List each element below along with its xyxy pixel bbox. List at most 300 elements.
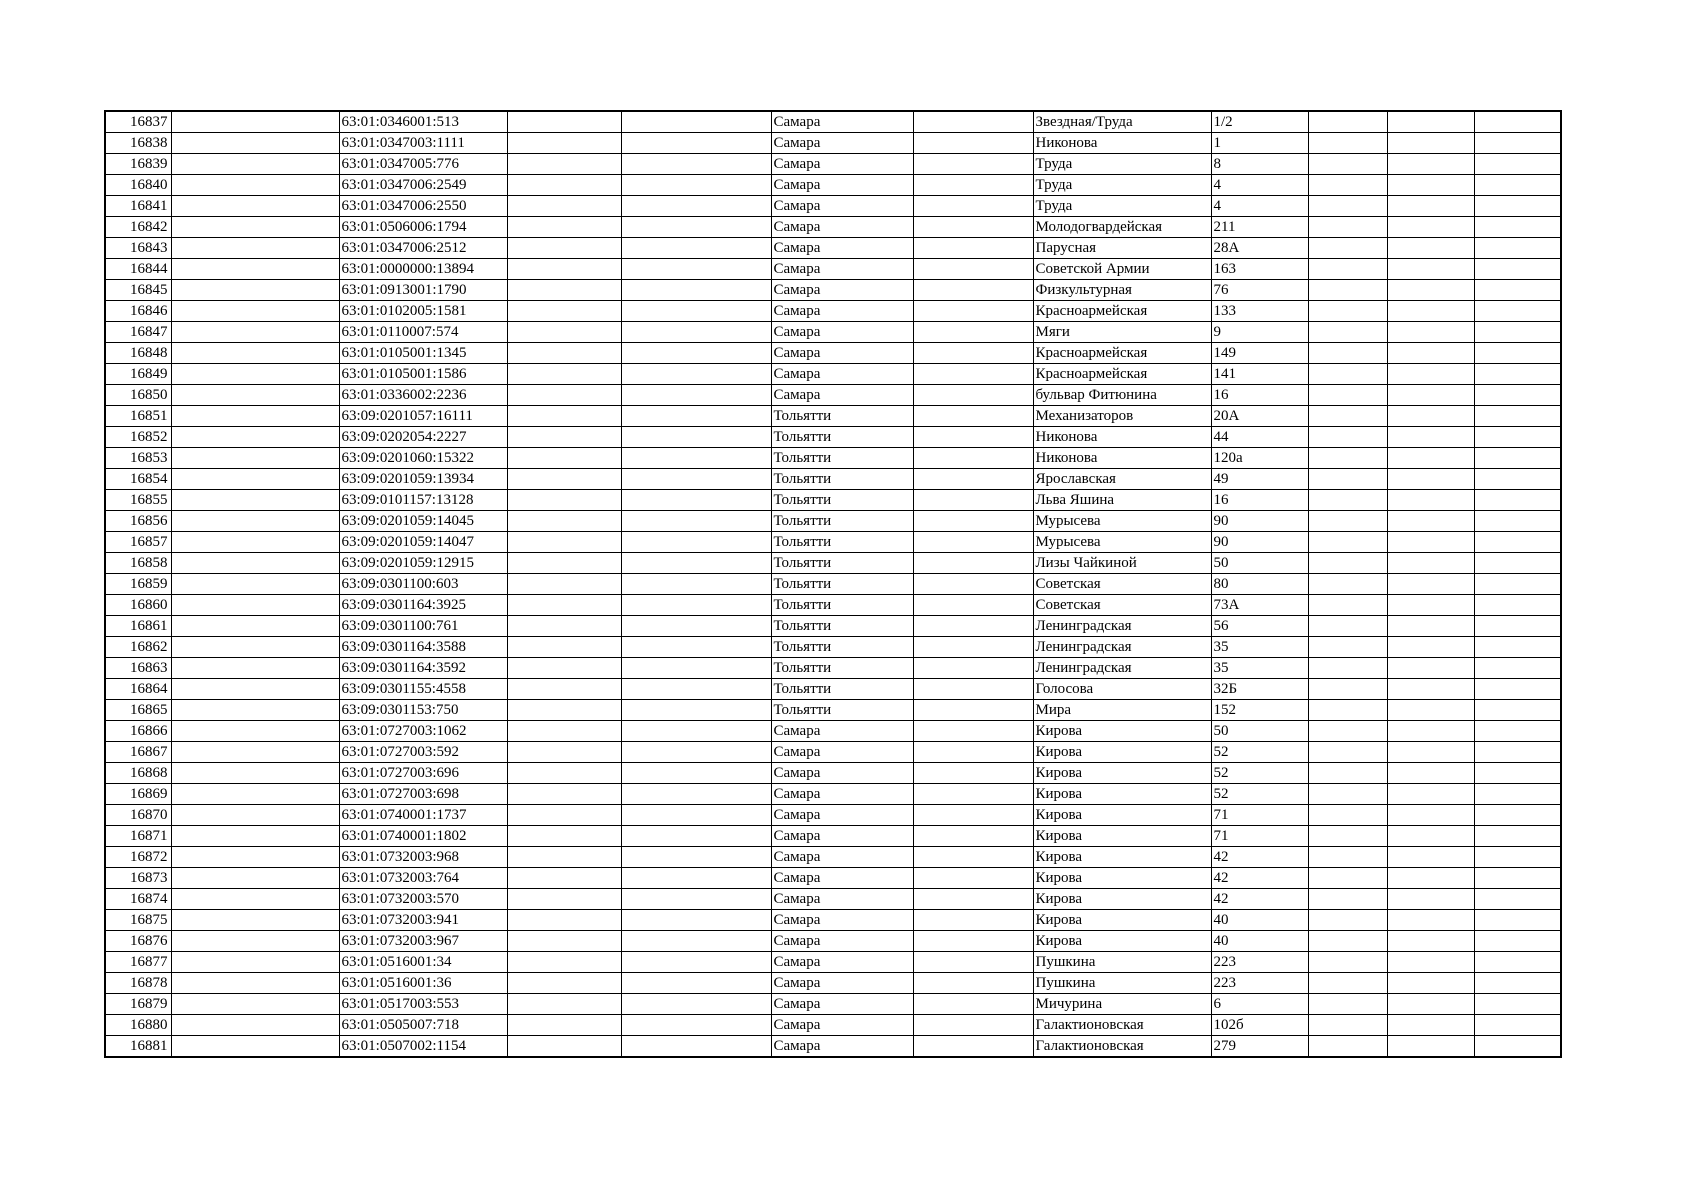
street-cell: Мурысева bbox=[1033, 511, 1211, 532]
empty-cell bbox=[507, 469, 621, 490]
empty-cell bbox=[1308, 763, 1387, 784]
empty-cell bbox=[1387, 154, 1474, 175]
city-cell: Тольятти bbox=[771, 553, 913, 574]
street-cell: Кирова bbox=[1033, 889, 1211, 910]
city-cell: Тольятти bbox=[771, 427, 913, 448]
empty-cell bbox=[1308, 805, 1387, 826]
empty-cell bbox=[1308, 637, 1387, 658]
empty-cell bbox=[1474, 343, 1561, 364]
house-cell: 279 bbox=[1211, 1036, 1308, 1058]
empty-cell bbox=[1387, 259, 1474, 280]
empty-cell bbox=[913, 616, 1033, 637]
table-row bbox=[105, 679, 1561, 700]
row-number-cell: 16852 bbox=[105, 427, 171, 448]
empty-cell bbox=[913, 301, 1033, 322]
empty-cell bbox=[1308, 679, 1387, 700]
empty-cell bbox=[621, 406, 771, 427]
house-cell: 1/2 bbox=[1211, 111, 1308, 133]
empty-cell bbox=[1308, 784, 1387, 805]
empty-cell bbox=[1474, 952, 1561, 973]
table-row bbox=[105, 616, 1561, 637]
cadastral-number-cell: 63:01:0517003:553 bbox=[339, 994, 507, 1015]
row-number-cell: 16880 bbox=[105, 1015, 171, 1036]
cadastral-number-cell: 63:09:0201059:13934 bbox=[339, 469, 507, 490]
empty-cell bbox=[171, 700, 339, 721]
row-number-cell: 16851 bbox=[105, 406, 171, 427]
empty-cell bbox=[1308, 406, 1387, 427]
empty-cell bbox=[507, 700, 621, 721]
city-cell: Самара bbox=[771, 742, 913, 763]
cadastral-number-cell: 63:01:0732003:941 bbox=[339, 910, 507, 931]
empty-cell bbox=[913, 385, 1033, 406]
empty-cell bbox=[1474, 574, 1561, 595]
table-row bbox=[105, 175, 1561, 196]
street-cell: Ярославская bbox=[1033, 469, 1211, 490]
empty-cell bbox=[171, 679, 339, 700]
empty-cell bbox=[1308, 238, 1387, 259]
empty-cell bbox=[507, 910, 621, 931]
empty-cell bbox=[1474, 826, 1561, 847]
city-cell: Тольятти bbox=[771, 679, 913, 700]
empty-cell bbox=[507, 301, 621, 322]
empty-cell bbox=[1387, 931, 1474, 952]
city-cell: Самара bbox=[771, 826, 913, 847]
house-cell: 40 bbox=[1211, 931, 1308, 952]
house-cell: 32Б bbox=[1211, 679, 1308, 700]
empty-cell bbox=[913, 931, 1033, 952]
row-number-cell: 16863 bbox=[105, 658, 171, 679]
empty-cell bbox=[1308, 427, 1387, 448]
empty-cell bbox=[507, 322, 621, 343]
empty-cell bbox=[507, 385, 621, 406]
empty-cell bbox=[1474, 658, 1561, 679]
empty-cell bbox=[1474, 994, 1561, 1015]
empty-cell bbox=[171, 111, 339, 133]
empty-cell bbox=[507, 196, 621, 217]
row-number-cell: 16866 bbox=[105, 721, 171, 742]
row-number-cell: 16854 bbox=[105, 469, 171, 490]
street-cell: Молодогвардейская bbox=[1033, 217, 1211, 238]
empty-cell bbox=[1308, 259, 1387, 280]
empty-cell bbox=[507, 280, 621, 301]
empty-cell bbox=[171, 133, 339, 154]
table-row bbox=[105, 868, 1561, 889]
city-cell: Тольятти bbox=[771, 700, 913, 721]
empty-cell bbox=[913, 952, 1033, 973]
empty-cell bbox=[1308, 889, 1387, 910]
cadastral-number-cell: 63:01:0105001:1586 bbox=[339, 364, 507, 385]
empty-cell bbox=[1387, 994, 1474, 1015]
empty-cell bbox=[1308, 111, 1387, 133]
empty-cell bbox=[913, 322, 1033, 343]
empty-cell bbox=[1308, 574, 1387, 595]
street-cell: Советская bbox=[1033, 574, 1211, 595]
street-cell: Мяги bbox=[1033, 322, 1211, 343]
empty-cell bbox=[913, 238, 1033, 259]
city-cell: Самара bbox=[771, 952, 913, 973]
street-cell: Звездная/Труда bbox=[1033, 111, 1211, 133]
empty-cell bbox=[507, 427, 621, 448]
house-cell: 9 bbox=[1211, 322, 1308, 343]
table-row bbox=[105, 196, 1561, 217]
empty-cell bbox=[913, 847, 1033, 868]
house-cell: 102б bbox=[1211, 1015, 1308, 1036]
street-cell: Красноармейская bbox=[1033, 364, 1211, 385]
table-row bbox=[105, 1036, 1561, 1058]
cadastral-number-cell: 63:01:0507002:1154 bbox=[339, 1036, 507, 1058]
empty-cell bbox=[171, 259, 339, 280]
empty-cell bbox=[913, 553, 1033, 574]
city-cell: Тольятти bbox=[771, 616, 913, 637]
empty-cell bbox=[171, 658, 339, 679]
city-cell: Самара bbox=[771, 994, 913, 1015]
empty-cell bbox=[1308, 847, 1387, 868]
empty-cell bbox=[913, 1036, 1033, 1058]
empty-cell bbox=[171, 616, 339, 637]
empty-cell bbox=[507, 658, 621, 679]
empty-cell bbox=[1474, 553, 1561, 574]
street-cell: Кирова bbox=[1033, 847, 1211, 868]
empty-cell bbox=[1308, 994, 1387, 1015]
empty-cell bbox=[1387, 763, 1474, 784]
empty-cell bbox=[913, 490, 1033, 511]
empty-cell bbox=[913, 721, 1033, 742]
table-row bbox=[105, 406, 1561, 427]
empty-cell bbox=[507, 259, 621, 280]
empty-cell bbox=[1308, 910, 1387, 931]
empty-cell bbox=[621, 343, 771, 364]
street-cell: Мичурина bbox=[1033, 994, 1211, 1015]
city-cell: Тольятти bbox=[771, 511, 913, 532]
house-cell: 52 bbox=[1211, 784, 1308, 805]
row-number-cell: 16878 bbox=[105, 973, 171, 994]
table-row bbox=[105, 805, 1561, 826]
empty-cell bbox=[1474, 616, 1561, 637]
empty-cell bbox=[1474, 469, 1561, 490]
cadastral-number-cell: 63:01:0732003:764 bbox=[339, 868, 507, 889]
empty-cell bbox=[1474, 679, 1561, 700]
empty-cell bbox=[1308, 196, 1387, 217]
row-number-cell: 16875 bbox=[105, 910, 171, 931]
empty-cell bbox=[171, 931, 339, 952]
empty-cell bbox=[621, 217, 771, 238]
house-cell: 73А bbox=[1211, 595, 1308, 616]
empty-cell bbox=[507, 238, 621, 259]
city-cell: Самара bbox=[771, 721, 913, 742]
empty-cell bbox=[621, 385, 771, 406]
empty-cell bbox=[1387, 469, 1474, 490]
row-number-cell: 16855 bbox=[105, 490, 171, 511]
empty-cell bbox=[1387, 322, 1474, 343]
cadastral-number-cell: 63:01:0000000:13894 bbox=[339, 259, 507, 280]
table-row bbox=[105, 553, 1561, 574]
row-number-cell: 16874 bbox=[105, 889, 171, 910]
street-cell: Льва Яшина bbox=[1033, 490, 1211, 511]
empty-cell bbox=[1387, 364, 1474, 385]
empty-cell bbox=[1387, 805, 1474, 826]
empty-cell bbox=[1308, 154, 1387, 175]
empty-cell bbox=[171, 280, 339, 301]
empty-cell bbox=[1308, 301, 1387, 322]
empty-cell bbox=[1308, 469, 1387, 490]
empty-cell bbox=[1474, 637, 1561, 658]
empty-cell bbox=[507, 490, 621, 511]
empty-cell bbox=[171, 805, 339, 826]
empty-cell bbox=[171, 301, 339, 322]
empty-cell bbox=[1387, 889, 1474, 910]
empty-cell bbox=[507, 847, 621, 868]
empty-cell bbox=[507, 574, 621, 595]
table-row bbox=[105, 658, 1561, 679]
table-row bbox=[105, 364, 1561, 385]
empty-cell bbox=[621, 364, 771, 385]
empty-cell bbox=[621, 595, 771, 616]
city-cell: Самара bbox=[771, 1036, 913, 1058]
empty-cell bbox=[1474, 1036, 1561, 1058]
house-cell: 52 bbox=[1211, 742, 1308, 763]
empty-cell bbox=[621, 238, 771, 259]
row-number-cell: 16842 bbox=[105, 217, 171, 238]
empty-cell bbox=[913, 574, 1033, 595]
table-row bbox=[105, 952, 1561, 973]
cadastral-number-cell: 63:09:0301153:750 bbox=[339, 700, 507, 721]
street-cell: Парусная bbox=[1033, 238, 1211, 259]
cadastral-number-cell: 63:01:0336002:2236 bbox=[339, 385, 507, 406]
street-cell: Советская bbox=[1033, 595, 1211, 616]
empty-cell bbox=[1387, 111, 1474, 133]
table-row bbox=[105, 133, 1561, 154]
empty-cell bbox=[1308, 616, 1387, 637]
city-cell: Самара bbox=[771, 931, 913, 952]
row-number-cell: 16871 bbox=[105, 826, 171, 847]
row-number-cell: 16856 bbox=[105, 511, 171, 532]
street-cell: Труда bbox=[1033, 196, 1211, 217]
city-cell: Самара bbox=[771, 910, 913, 931]
empty-cell bbox=[507, 133, 621, 154]
empty-cell bbox=[913, 196, 1033, 217]
cadastral-number-cell: 63:01:0347006:2512 bbox=[339, 238, 507, 259]
empty-cell bbox=[1474, 217, 1561, 238]
empty-cell bbox=[621, 511, 771, 532]
empty-cell bbox=[507, 595, 621, 616]
city-cell: Самара bbox=[771, 805, 913, 826]
row-number-cell: 16843 bbox=[105, 238, 171, 259]
house-cell: 71 bbox=[1211, 826, 1308, 847]
house-cell: 120а bbox=[1211, 448, 1308, 469]
city-cell: Тольятти bbox=[771, 490, 913, 511]
street-cell: Голосова bbox=[1033, 679, 1211, 700]
table-row bbox=[105, 238, 1561, 259]
empty-cell bbox=[913, 154, 1033, 175]
city-cell: Самара bbox=[771, 889, 913, 910]
street-cell: Пушкина bbox=[1033, 973, 1211, 994]
cadastral-number-cell: 63:09:0201059:14045 bbox=[339, 511, 507, 532]
cadastral-number-cell: 63:01:0913001:1790 bbox=[339, 280, 507, 301]
empty-cell bbox=[171, 322, 339, 343]
empty-cell bbox=[1387, 427, 1474, 448]
empty-cell bbox=[171, 889, 339, 910]
empty-cell bbox=[913, 175, 1033, 196]
empty-cell bbox=[1387, 595, 1474, 616]
empty-cell bbox=[621, 1015, 771, 1036]
row-number-cell: 16858 bbox=[105, 553, 171, 574]
empty-cell bbox=[913, 595, 1033, 616]
empty-cell bbox=[1474, 700, 1561, 721]
empty-cell bbox=[1474, 490, 1561, 511]
empty-cell bbox=[1474, 259, 1561, 280]
cadastral-number-cell: 63:01:0740001:1737 bbox=[339, 805, 507, 826]
empty-cell bbox=[1387, 1015, 1474, 1036]
empty-cell bbox=[171, 742, 339, 763]
empty-cell bbox=[1308, 448, 1387, 469]
empty-cell bbox=[913, 364, 1033, 385]
empty-cell bbox=[913, 133, 1033, 154]
empty-cell bbox=[171, 973, 339, 994]
empty-cell bbox=[913, 259, 1033, 280]
empty-cell bbox=[621, 259, 771, 280]
row-number-cell: 16838 bbox=[105, 133, 171, 154]
empty-cell bbox=[621, 805, 771, 826]
empty-cell bbox=[171, 511, 339, 532]
empty-cell bbox=[1387, 742, 1474, 763]
empty-cell bbox=[507, 616, 621, 637]
empty-cell bbox=[1308, 532, 1387, 553]
city-cell: Самара bbox=[771, 973, 913, 994]
empty-cell bbox=[171, 1015, 339, 1036]
empty-cell bbox=[1474, 154, 1561, 175]
empty-cell bbox=[1474, 805, 1561, 826]
cadastral-number-cell: 63:01:0516001:34 bbox=[339, 952, 507, 973]
empty-cell bbox=[507, 154, 621, 175]
empty-cell bbox=[1474, 532, 1561, 553]
empty-cell bbox=[621, 154, 771, 175]
house-cell: 76 bbox=[1211, 280, 1308, 301]
empty-cell bbox=[507, 973, 621, 994]
empty-cell bbox=[913, 511, 1033, 532]
city-cell: Самара bbox=[771, 259, 913, 280]
empty-cell bbox=[1308, 658, 1387, 679]
city-cell: Самара bbox=[771, 784, 913, 805]
empty-cell bbox=[913, 763, 1033, 784]
cadastral-number-cell: 63:09:0301100:603 bbox=[339, 574, 507, 595]
empty-cell bbox=[171, 385, 339, 406]
house-cell: 90 bbox=[1211, 532, 1308, 553]
table-row bbox=[105, 994, 1561, 1015]
empty-cell bbox=[1387, 616, 1474, 637]
empty-cell bbox=[507, 826, 621, 847]
empty-cell bbox=[1474, 721, 1561, 742]
empty-cell bbox=[1387, 511, 1474, 532]
street-cell: Мурысева bbox=[1033, 532, 1211, 553]
row-number-cell: 16850 bbox=[105, 385, 171, 406]
city-cell: Самара bbox=[771, 196, 913, 217]
row-number-cell: 16864 bbox=[105, 679, 171, 700]
empty-cell bbox=[1474, 910, 1561, 931]
row-number-cell: 16859 bbox=[105, 574, 171, 595]
cadastral-number-cell: 63:01:0105001:1345 bbox=[339, 343, 507, 364]
empty-cell bbox=[171, 217, 339, 238]
empty-cell bbox=[621, 994, 771, 1015]
empty-cell bbox=[621, 280, 771, 301]
row-number-cell: 16844 bbox=[105, 259, 171, 280]
empty-cell bbox=[1387, 637, 1474, 658]
cadastral-number-cell: 63:01:0732003:968 bbox=[339, 847, 507, 868]
house-cell: 223 bbox=[1211, 952, 1308, 973]
house-cell: 52 bbox=[1211, 763, 1308, 784]
table-row bbox=[105, 574, 1561, 595]
city-cell: Самара bbox=[771, 280, 913, 301]
table-row bbox=[105, 322, 1561, 343]
house-cell: 4 bbox=[1211, 196, 1308, 217]
row-number-cell: 16860 bbox=[105, 595, 171, 616]
house-cell: 80 bbox=[1211, 574, 1308, 595]
table-row bbox=[105, 742, 1561, 763]
empty-cell bbox=[621, 532, 771, 553]
empty-cell bbox=[1474, 868, 1561, 889]
table-row bbox=[105, 700, 1561, 721]
cadastral-number-cell: 63:09:0301164:3588 bbox=[339, 637, 507, 658]
table-row bbox=[105, 784, 1561, 805]
empty-cell bbox=[1474, 175, 1561, 196]
empty-cell bbox=[913, 469, 1033, 490]
empty-cell bbox=[621, 1036, 771, 1058]
empty-cell bbox=[1387, 553, 1474, 574]
empty-cell bbox=[913, 448, 1033, 469]
table-row bbox=[105, 217, 1561, 238]
street-cell: Пушкина bbox=[1033, 952, 1211, 973]
empty-cell bbox=[507, 406, 621, 427]
house-cell: 90 bbox=[1211, 511, 1308, 532]
empty-cell bbox=[1308, 343, 1387, 364]
empty-cell bbox=[171, 553, 339, 574]
empty-cell bbox=[1474, 301, 1561, 322]
city-cell: Самара bbox=[771, 217, 913, 238]
table-row bbox=[105, 826, 1561, 847]
empty-cell bbox=[1387, 406, 1474, 427]
empty-cell bbox=[1474, 406, 1561, 427]
empty-cell bbox=[1387, 301, 1474, 322]
city-cell: Самара bbox=[771, 847, 913, 868]
empty-cell bbox=[1387, 490, 1474, 511]
empty-cell bbox=[171, 427, 339, 448]
empty-cell bbox=[171, 490, 339, 511]
city-cell: Самара bbox=[771, 133, 913, 154]
cadastral-number-cell: 63:01:0110007:574 bbox=[339, 322, 507, 343]
empty-cell bbox=[507, 952, 621, 973]
cadastral-number-cell: 63:09:0301164:3592 bbox=[339, 658, 507, 679]
empty-cell bbox=[913, 1015, 1033, 1036]
empty-cell bbox=[1308, 952, 1387, 973]
empty-cell bbox=[507, 805, 621, 826]
house-cell: 42 bbox=[1211, 889, 1308, 910]
table-row bbox=[105, 343, 1561, 364]
empty-cell bbox=[1308, 490, 1387, 511]
empty-cell bbox=[507, 511, 621, 532]
empty-cell bbox=[507, 553, 621, 574]
table-row bbox=[105, 637, 1561, 658]
cadastral-number-cell: 63:09:0202054:2227 bbox=[339, 427, 507, 448]
city-cell: Самара bbox=[771, 343, 913, 364]
street-cell: Труда bbox=[1033, 154, 1211, 175]
empty-cell bbox=[1387, 532, 1474, 553]
empty-cell bbox=[1474, 889, 1561, 910]
city-cell: Самара bbox=[771, 364, 913, 385]
empty-cell bbox=[507, 448, 621, 469]
empty-cell bbox=[913, 111, 1033, 133]
empty-cell bbox=[621, 763, 771, 784]
empty-cell bbox=[621, 931, 771, 952]
empty-cell bbox=[913, 427, 1033, 448]
